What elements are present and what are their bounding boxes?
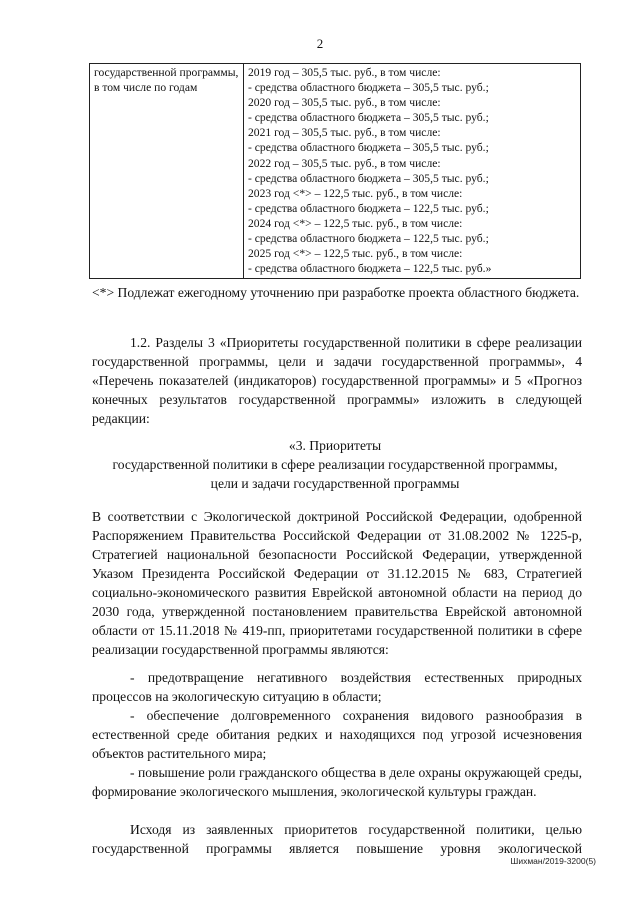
budget-line: 2023 год <*> – 122,5 тыс. руб., в том числе: bbox=[248, 186, 463, 200]
document-code: Шихман/2019-3200(5) bbox=[510, 856, 596, 866]
budget-line: - средства областного бюджета – 122,5 тыс. руб.; bbox=[248, 201, 489, 215]
table-label-cell: государственной программы, в том числе по годам bbox=[90, 64, 244, 279]
priority-item: - обеспечение долговременного сохранения видового разнообразия в естественной среде обитания редких и находящихся под угрозой исчезновения объектов растительного мира; bbox=[92, 708, 582, 761]
priority-item: - повышение роли гражданского общества в деле охраны окружающей среды, формирование экологического мышления, экологической культуры граждан. bbox=[92, 765, 582, 799]
priority-item: - предотвращение негативного воздействия естественных природных процессов на экологическую ситуацию в области; bbox=[92, 670, 582, 704]
goal-paragraph: Исходя из заявленных приоритетов государственной политики, целью государственной программы является повышение уровня экологической bbox=[92, 822, 582, 856]
section-heading-line: цели и задачи государственной программы bbox=[210, 476, 460, 491]
budget-line: - средства областного бюджета – 305,5 тыс. руб.; bbox=[248, 111, 489, 125]
page-number: 2 bbox=[316, 36, 324, 51]
budget-line: 2024 год <*> – 122,5 тыс. руб., в том числе: bbox=[248, 216, 463, 230]
table-row bbox=[90, 64, 581, 279]
budget-table bbox=[89, 63, 581, 279]
budget-line: - средства областного бюджета – 122,5 тыс. руб.; bbox=[248, 232, 489, 246]
budget-line: - средства областного бюджета – 305,5 тыс. руб.; bbox=[248, 81, 489, 95]
table-values-cell bbox=[244, 64, 581, 279]
section-heading bbox=[80, 436, 590, 493]
section-heading-line: «3. Приоритеты bbox=[288, 438, 382, 453]
budget-line: 2025 год <*> – 122,5 тыс. руб., в том числе: bbox=[248, 247, 463, 261]
intro-paragraph: В соответствии с Экологической доктриной Российской Федерации, одобренной Распоряжением Правительства Российской Федерации от 31.08.2002 № 1225-р, Стратегией национальной безопасности Российской Федерации, утвержденной Указом Президента Российской Федерации от 31.12.2015 № 683, Стратегией социально-экономического развития Еврейской автономной области на период до 2030 года, утвержденной постановлением правительства Еврейской автономной области от 15.11.2018 № 419-пп, приоритетами государственной политики в сфере реализации государственной программы являются: bbox=[92, 509, 582, 657]
budget-line: 2022 год – 305,5 тыс. руб., в том числе: bbox=[248, 156, 441, 170]
section-heading-line: государственной политики в сфере реализации государственной программы, bbox=[112, 457, 558, 472]
budget-line: - средства областного бюджета – 305,5 тыс. руб.; bbox=[248, 141, 489, 155]
paragraph-1-2: 1.2. Разделы 3 «Приоритеты государственной политики в сфере реализации государственной программы, цели и задачи государственной программы», 4 «Перечень показателей (индикаторов) государственной программы» и 5 «Прогноз конечных результатов государственной программы» изложить в следующей редакции: bbox=[92, 335, 582, 426]
budget-line: 2021 год – 305,5 тыс. руб., в том числе: bbox=[248, 126, 441, 140]
budget-line: 2020 год – 305,5 тыс. руб., в том числе: bbox=[248, 96, 441, 110]
budget-line: - средства областного бюджета – 305,5 тыс. руб.; bbox=[248, 171, 489, 185]
budget-line: - средства областного бюджета – 122,5 тыс. руб.» bbox=[248, 262, 492, 276]
footnote: <*> Подлежат ежегодному уточнению при разработке проекта областного бюджета. bbox=[92, 285, 580, 300]
budget-line: 2019 год – 305,5 тыс. руб., в том числе: bbox=[248, 66, 441, 79]
